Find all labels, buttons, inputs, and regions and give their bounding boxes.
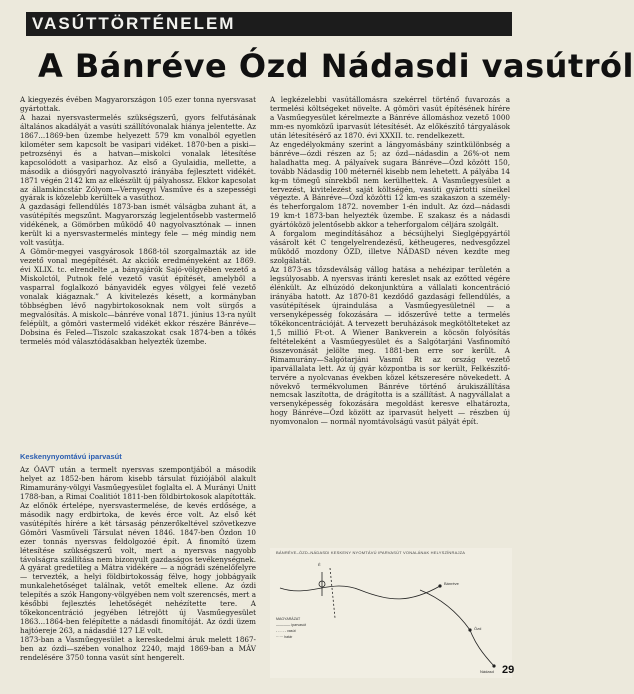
left-column-text-2: Az ÓAVT után a termelt nyersvas szempontjából a második helyet az 1852-ben három kisebb társulat fúziójából alakult Rimamurány-völgyi Vasműegyesület foglalta el. A Murányi Unitt 1788-ban, a Rimai Coalitiót 1811-ben földbirtokosok alapították. Az előnök értelépe, nyersvastermelése, de kevés erdősége, a második nagy erdbirtoka, de kevés érce volt. Az első két vasútépítés hírére a két társaság pénzerőkeltével szövetkezve Gömöri Vasműveli Társulat néven 1846. 1847-ben Ózdon 10 ezer tonnás nyersvas feldolgozóé épít. A finomító üzem létesítése szükségszerű volt, mert a nyersvas nagyobb távolságra szállítása nem bizonyult gazdaságos tevékenységnek. A gyárat gredetileg a Mátra vidékére — a nógrádi szénelőfelyre — tervezték, a helyi földbirtokosság félve, hogy jobbágyaik munkalehetőséget találnak, vetőt emeltek ellene. Az ózdi telepítés a szók Hangony-völgyében nem volt szerencsés, mert a későbbi fejlesztés lehetőségét nehézítette tere. A tőkekoncentráció jegyében létrejött új Vasműegyesület 1863...1864-ben felépítette a nádasdi finomítóját. Az ózdi üzem hajtóereje 263, a nádasdié 127 LE volt. 1873-ban a Vasműegyesület a kereskedelmi áruk melett 1867-ben az ózdi—szében vonalhoz 2240, majd 1869-ban a MÁV rendelésére 3750 tonna vasút sínt hengerelt. — [20, 465, 256, 663]
map-label-ozd: Ózd — [474, 626, 482, 631]
page-number: 29 — [502, 664, 515, 676]
station-dot-banreve — [438, 584, 441, 587]
station-dot-nadasd — [492, 664, 495, 667]
article-title: A Bánréve Ózd Nádasdi vasútról — [38, 47, 634, 85]
map-label-banreve: Bánréve — [444, 581, 459, 586]
route-map — [270, 548, 515, 678]
map-legend-item: ······ határ — [276, 635, 293, 639]
map-drawing — [270, 548, 515, 678]
left-column-text-1: A kiegyezés évében Magyarországon 105 ezer tonna nyersvasat gyártottak. A hazai nyersvastermelés szükségszerű, gyors felfutásának általános akadályát a vasúti szállítóvonalak hiánya jelentette. Az 1867...1869-ben üzembe helyezett 579 km vonalból egyetlen kilométer sem kapcsolt be vasipari vidéket. 1870-ben a piski—petrozsényi és a hatvan—miskolci vonalak létesítése kapcsolódott a vasiparhoz. Az első a Gyulaidia, mellette, a második a diósgyőri nagyolvasztó irányába fejlesztett vidékét. 1871 végén 2142 km az elkészült új pályahossz. Ekkor kapcsolat az államkincstár Zólyom—Vernyegyi Vasműve és a szepességi gyárak is közelebb kerültek a vasúthoz. A gazdasági fellendülés 1873-ban ismét válságba zuhant át, a vasútépítés megszűnt. Magyarország legjelentősebb vastermelő vidékének, a Gömörben működő 40 nagyolvasztónak — innen került ki a nyersvastermelés mintegy fele — még mindig nem volt vasútja. A Gömör-megyei vasgyárosok 1868-tól szorgalmazták az ide vezető vonal megépítését. Az akciók eredményeként az 1869. évi XLIX. tc. elrendelte „a bányajárók Sajó-völgyében vezető a Miskolctól, Putnok felé vezető vasút építését, amelyből a vasparral foglalkozó bányavidék egyes völgyei felé vezető vonalak kiágaznak.” A kivitelezés késett, a kormányban többségben lévő nagybirtokosoknak nem volt sürgős a megvalósítás. A miskolc—bánréve vonal 1871. június 13-ra nyúlt felépült, a gömöri vastermelő vidékét ekkor részére Bánréve—Dobsina és Feled—Tiszolc szakaszokat csak 1874-ben a tőkés termelés mód választódásakban helyezték üzembe. — [20, 95, 256, 346]
station-dot-ozd — [468, 628, 471, 631]
right-column-text: A legkézelebbi vasútállomásra szekérrel történő fuvarozás a termelési költségeket növelte. A gömöri vasút építésének hírére a Vasműegyesület kérelmezte a Bánréve állomáshoz vezető 1000 mm-es nyomközű iparvasút létesítését. Az előkészítő tárgyalások után létesítésérő az 1870. évi XXXII. tc. rendelkezett. Az engedélyokmány szerint a lángyomásbány szintkülönbség a bánréve—ózdi részen az 5; az ózd—nádasdin a 26%-ot nem haladhatta meg. A pályaívek sugara Bánréve—Ózd között 150, tovább Nádasdig 100 méternél kisebb nem lehetett. A pályába 14 kg-m tömegű sínrekből nem kerülhettek. A Vasműegyesület a tervezést, kivitelezést saját költségén, vasúti gyártotti síneikel végezte. A Bánréve—Ózd közötti 12 km-es szakaszon a személy- és teherforgalom 1872. november 1-én indult. Az ózd—nádasdi 19 km-t 1873-ban helyezték üzembe. E szakasz és a nádasdi gyártóközö jelentősebb akkor a teherforgalom céljára szolgált. A forgalom megindításához a bécsújhelyi Sieglgépgyártól vásárolt két C tengelyelrendezésű, kétheugeres, nedvesgőzzel működő mozdony ÓZD, illetve NÁDASD néven kezdte meg szolgálatát. Az 1873-as tőzsdeválság vállog hatása a nehézipar területén a legsúlyosabb. A nyersvas iránti kereslet nsak az ezőtted végére élénkült. Az elhúzódó dekonjunktúra a vállalati koncentráció irányába hatott. Az 1870-81 kezdődő gazdasági fellendülés, a vasútépítések újraindulása a Vasműegyesületnél — a versenyképesség fokozására — időszerűvé tette a termelés tőkékoncentrációját. A tervezett beruházások megkötölteteket az 1,5 millió Ft-ot. A Wiener Bankverein a köcsön folyósítás feltételeként a Vasműegyesület és a Salgótarjáni Vasfinomító összevonását jelölte meg. 1881-ben erre sor került. A Rimamurány—Salgótarjáni Vasmű Rt az ország vezető iparvállalata lett. Az új gyár központba is sor került, Felkészítő-tervére a nyolcvanas években közel kétszeresére növekedett. A növekvő termékvolumen Bánréve történő árukiszállítása nemcsak laszította, de drágította is a szállítást. A nagyvállalat a versenyképesség fokozására megoldást keresve elhatározta, hogy Bánréve—Ózd között az iparvasút helyett — részben új nyomvonalon — normál nyomtávolságú vasút pályát épít. — [270, 95, 510, 427]
industrial-railway-line — [420, 590, 494, 666]
map-caption: BÁNRÉVE–ÓZD–NÁDASDI KESKENY NYOMTÁVÚ IPARVASÚT VONALÁNAK HELYSZÍNRAJZA — [276, 550, 466, 555]
map-legend-item: MAGYARÁZAT — [276, 617, 301, 621]
map-legend-item: ———— iparvasút — [276, 623, 306, 627]
map-legend — [276, 616, 306, 640]
border-line — [330, 568, 335, 618]
map-north-label: É — [318, 562, 321, 567]
map-label-nadasd: Nádasd — [480, 669, 494, 674]
map-legend-item: - - - - - vasút — [276, 629, 296, 633]
left-subheading: Keskenynyomtávú iparvasút — [20, 452, 122, 461]
railway-line — [280, 586, 440, 599]
section-banner: VASÚTTÖRTÉNELEM — [26, 12, 512, 36]
